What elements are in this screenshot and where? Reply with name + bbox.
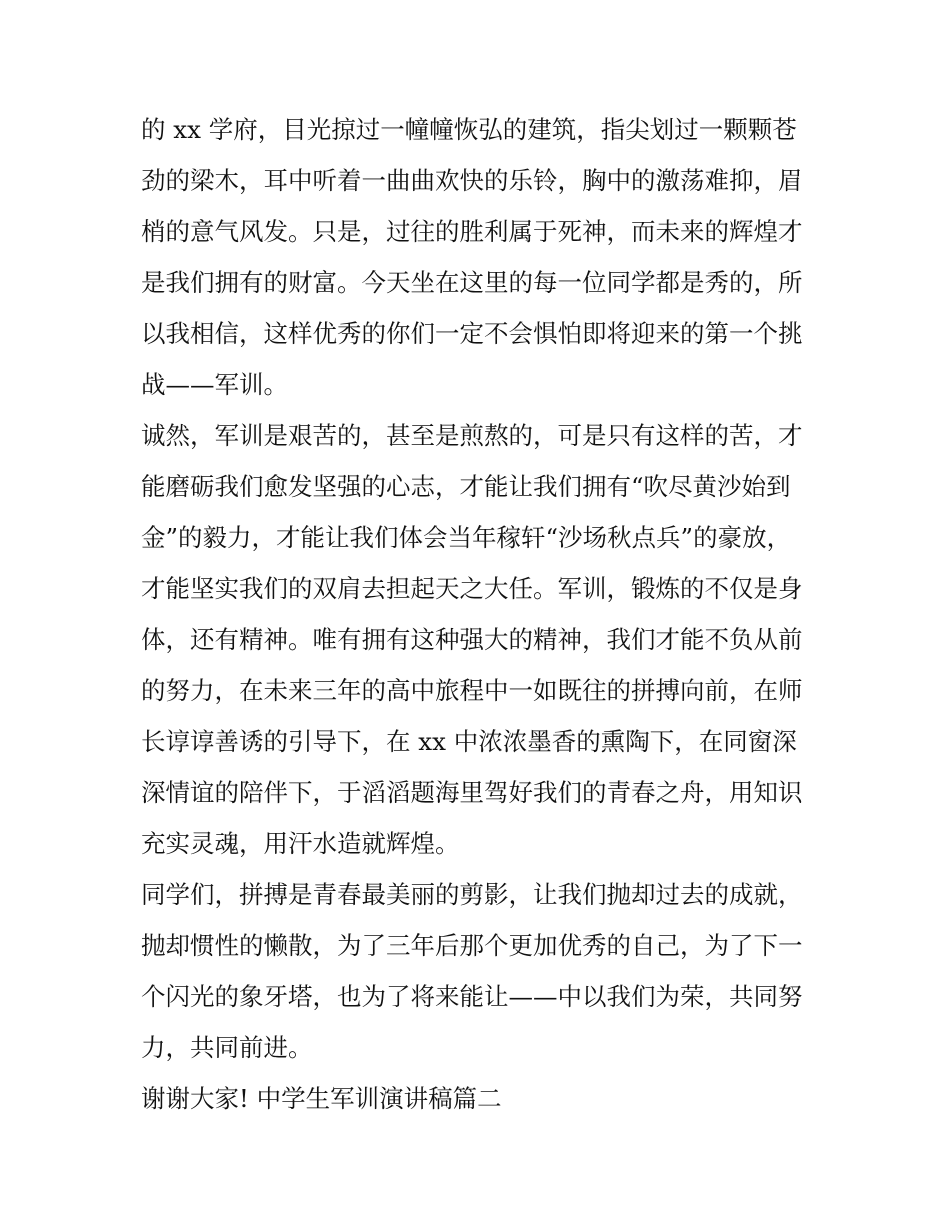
text-line: 的 xx 学府，目光掠过一幢幢恢弘的建筑，指尖划过一颗颗苍 bbox=[141, 115, 797, 144]
text-line: 金”的毅力，才能让我们体会当年稼轩“沙场秋点兵”的豪放， bbox=[141, 523, 792, 552]
text-line: 体，还有精神。唯有拥有这种强大的精神，我们才能不负从前 bbox=[141, 625, 803, 654]
text-line: 个闪光的象牙塔，也为了将来能让——中以我们为荣，共同努 bbox=[141, 982, 803, 1011]
text-line: 劲的梁木，耳中听着一曲曲欢快的乐铃，胸中的激荡难抑，眉 bbox=[141, 166, 803, 195]
text-line: 以我相信，这样优秀的你们一定不会惧怕即将迎来的第一个挑 bbox=[141, 319, 803, 348]
text-line: 同学们，拼搏是青春最美丽的剪影，让我们抛却过去的成就， bbox=[141, 880, 803, 909]
text-line: 是我们拥有的财富。今天坐在这里的每一位同学都是秀的，所 bbox=[141, 268, 803, 297]
text-line: 的努力，在未来三年的高中旅程中一如既往的拼搏向前，在师 bbox=[141, 676, 803, 705]
document-body bbox=[141, 104, 821, 1124]
text-line: 诚然，军训是艰苦的，甚至是煎熬的，可是只有这样的苦，才 bbox=[141, 421, 803, 450]
text-line: 才能坚实我们的双肩去担起天之大任。军训，锻炼的不仅是身 bbox=[141, 574, 803, 603]
text-line: 长谆谆善诱的引导下，在 xx 中浓浓墨香的熏陶下，在同窗深 bbox=[141, 727, 797, 756]
text-line: 深情谊的陪伴下，于滔滔题海里驾好我们的青春之舟，用知识 bbox=[141, 778, 803, 807]
text-line: 充实灵魂，用汗水造就辉煌。 bbox=[141, 829, 460, 858]
text-line: 力，共同前进。 bbox=[141, 1033, 313, 1062]
text-line: 抛却惯性的懒散，为了三年后那个更加优秀的自己，为了下一 bbox=[141, 931, 803, 960]
text-line: 能磨砺我们愈发坚强的心志，才能让我们拥有“吹尽黄沙始到 bbox=[141, 472, 791, 501]
text-line: 谢谢大家! 中学生军训演讲稿篇二 bbox=[141, 1084, 502, 1113]
text-line: 梢的意气风发。只是，过往的胜利属于死神，而未来的辉煌才 bbox=[141, 217, 803, 246]
text-line: 战——军训。 bbox=[141, 370, 288, 399]
